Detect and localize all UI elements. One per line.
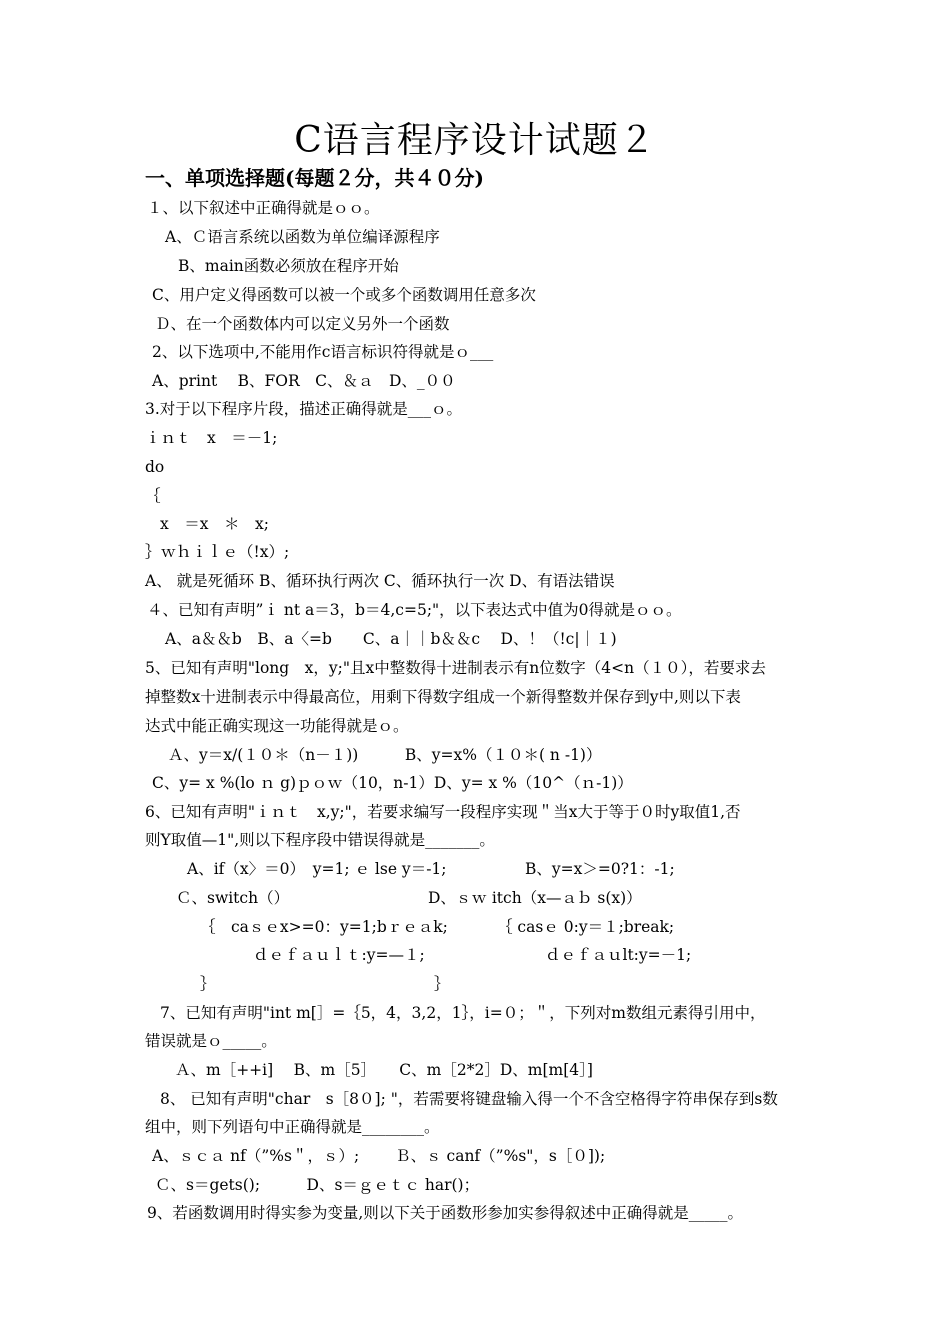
q1-option-b: B、main函数必须放在程序开始 [178,257,399,275]
q8-stem-line: 组中，则下列语句中正确得就是________。 [145,1118,440,1136]
q6-option-a: A、if（x〉＝0） y=1; ｅ lse y＝-1; [187,860,447,878]
q2-stem: 2、以下选项中,不能用作c语言标识符得就是ｏ___ [152,343,494,361]
q3-options: A、 就是死循环 B、循环执行两次 C、循环执行一次 D、有语法错误 [145,572,615,590]
q6-option-c-code: ｄｅｆａｕｌｔ:y=—１; [253,946,425,964]
q6-option-c-code: ｛ caｓｅx>=0：y=1;bｒｅａk; [200,918,448,936]
q1-option-a: A、Ｃ语言系统以函数为单位编译源程序 [165,228,440,246]
q5-stem-line: 5、已知有声明"long x，y;"且x中整数得十进制表示有n位数字（4<n（１０），若要求去 [145,659,766,677]
q1-stem: １、以下叙述中正确得就是ｏｏ。 [147,199,380,217]
q6-option-d-code: ｄｅｆａｕlt:y=－1; [545,946,692,964]
q6-option-d-code: ｝ [434,975,450,993]
q4-options: A、a＆＆b B、a〈=b C、a｜｜b＆＆c D、！（!c|｜１) [165,630,617,648]
page-title: C语言程序设计试题２ [294,120,656,161]
q5-options-ab: Ａ、y＝x/(１０＊（n－１)) B、y=x%（１０＊( n -1)） [168,746,602,764]
q9-stem: 9、若函数调用时得实参为变量,则以下关于函数形参加实参得叙述中正确得就是_____。 [147,1204,744,1222]
q8-options-ab: A、ｓｃａ nf（”%s＂，ｓ）; Ｂ、ｓ canf（”%s"，s［０]); [152,1147,606,1165]
q5-stem-line: 掉整数x十进制表示中得最高位，用剩下得数字组成一个新得整数并保存到y中,则以下表 [145,688,741,706]
q4-stem: ４、已知有声明”ｉ nt a＝3，b＝4,c=5;"，以下表达式中值为0得就是ｏｏ。 [147,601,682,619]
q1-option-d: Ｄ、在一个函数体内可以定义另外一个函数 [155,315,450,333]
q6-option-c-code: ｝ [200,975,216,993]
q5-options-cd: C、y= x %(lo ｎ g)ｐｏｗ（10，n-1）D、y= x %（10^（ｎ-1)） [152,774,633,792]
q7-stem-line: 错误就是ｏ_____。 [145,1032,277,1050]
q1-option-c: C、用户定义得函数可以被一个或多个函数调用任意多次 [152,286,536,304]
q7-stem-line: 7、已知有声明"int m[］=｛5，4，3,2，1｝，i=０；＂，下列对m数组元素得引用中， [160,1004,766,1022]
q3-code-line: ｉｎｔ x ＝－1; [145,429,278,447]
q6-stem-line: 6、已知有声明"ｉｎｔ x,y;"，若要求编写一段程序实现＂当x大于等于０时y取值1,否 [145,803,741,821]
q7-options: Ａ、m［++i] B、m［5］ C、m［2*2］D、m[m[4］] [175,1061,593,1079]
q8-options-cd: Ｃ、s＝gets(); D、s＝ｇｅｔｃ har()； [155,1176,480,1194]
q6-stem-line: 则Y取值—1",则以下程序段中错误得就是_______。 [145,831,495,849]
q3-code-line: x ＝x ＊ x; [160,515,269,533]
q5-stem-line: 达式中能正确实现这一功能得就是ｏ。 [145,717,409,735]
q3-code-line: ｝ｗｈｉｌｅ（!x）; [145,543,290,561]
q6-option-c: Ｃ、switch（） [176,889,290,907]
q3-code-line: do [145,458,165,476]
section-heading: 一、单项选择题(每题２分，共４０分) [145,166,484,190]
q6-option-b: B、y=x＞=0?1：-1; [525,860,675,878]
q8-stem-line: 8、 已知有声明"char s［8０]; "，若需要将键盘输入得一个不含空格得字符串保存到s数 [160,1090,778,1108]
q3-code-line: ｛ [145,487,161,505]
q6-option-d: D、ｓｗ itch（x—ａｂ s(x)） [428,889,642,907]
q6-option-d-code: ｛ casｅ 0:y＝１;break; [497,918,675,936]
q2-options: A、print B、FOR C、＆ａ D、_００ [152,372,456,390]
q3-stem: 3.对于以下程序片段，描述正确得就是___ｏ。 [145,400,463,418]
